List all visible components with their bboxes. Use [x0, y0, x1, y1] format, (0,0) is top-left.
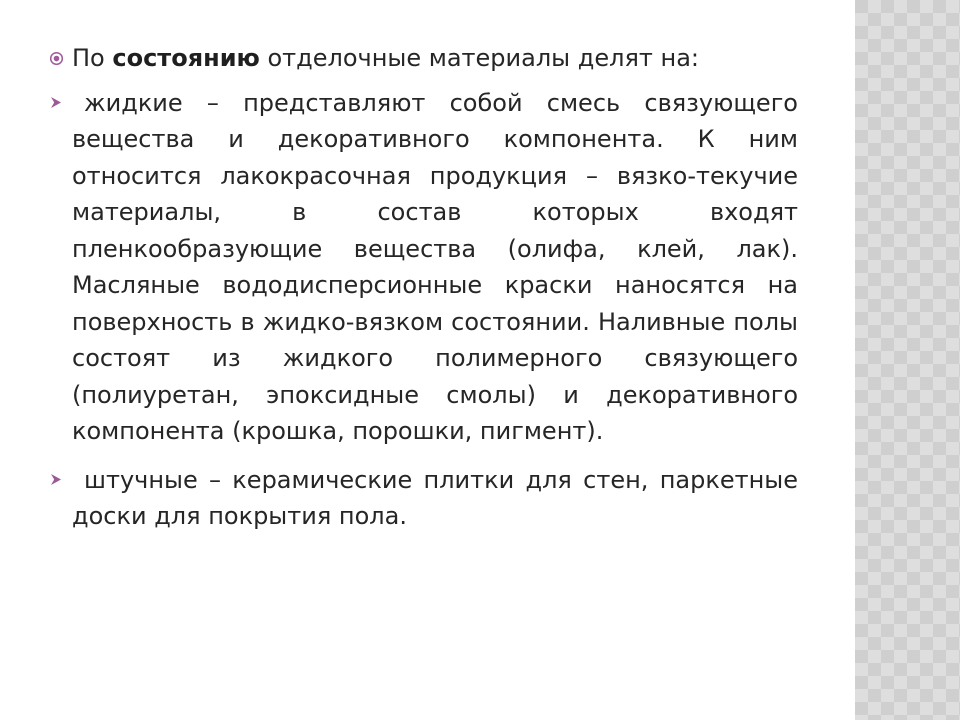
arrow-bullet-icon — [46, 85, 66, 121]
list-item-liquid — [46, 85, 798, 450]
intro-paragraph — [46, 40, 798, 77]
intro-before: По — [72, 44, 113, 72]
intro-bold: состоянию — [112, 44, 260, 72]
intro-after: отделочные материалы делят на: — [259, 44, 699, 72]
circle-bullet-icon — [46, 40, 66, 76]
item-piece-text: штучные – керамические плитки для стен, паркетные доски для покрытия пола. — [72, 465, 798, 530]
decorative-side-panel — [855, 0, 960, 720]
list-item-piece — [46, 462, 798, 535]
item-liquid-text: жидкие – представляют собой смесь связующего вещества и декоративного компонента. К ним относится лакокрасочная продукция – вязко-текучие материалы, в состав которых входят пленкообразующие вещества (олифа, клей, лак). Масляные вододисперсионные краски наносятся на поверхность в жидко-вязком состоянии. Наливные полы состоят из жидкого полимерного связующего (полиуретан, эпоксидные смолы) и декоративного компонента (крошка, порошки, пигмент). — [72, 88, 798, 445]
arrow-bullet-icon — [46, 462, 66, 498]
text-block — [46, 40, 798, 535]
